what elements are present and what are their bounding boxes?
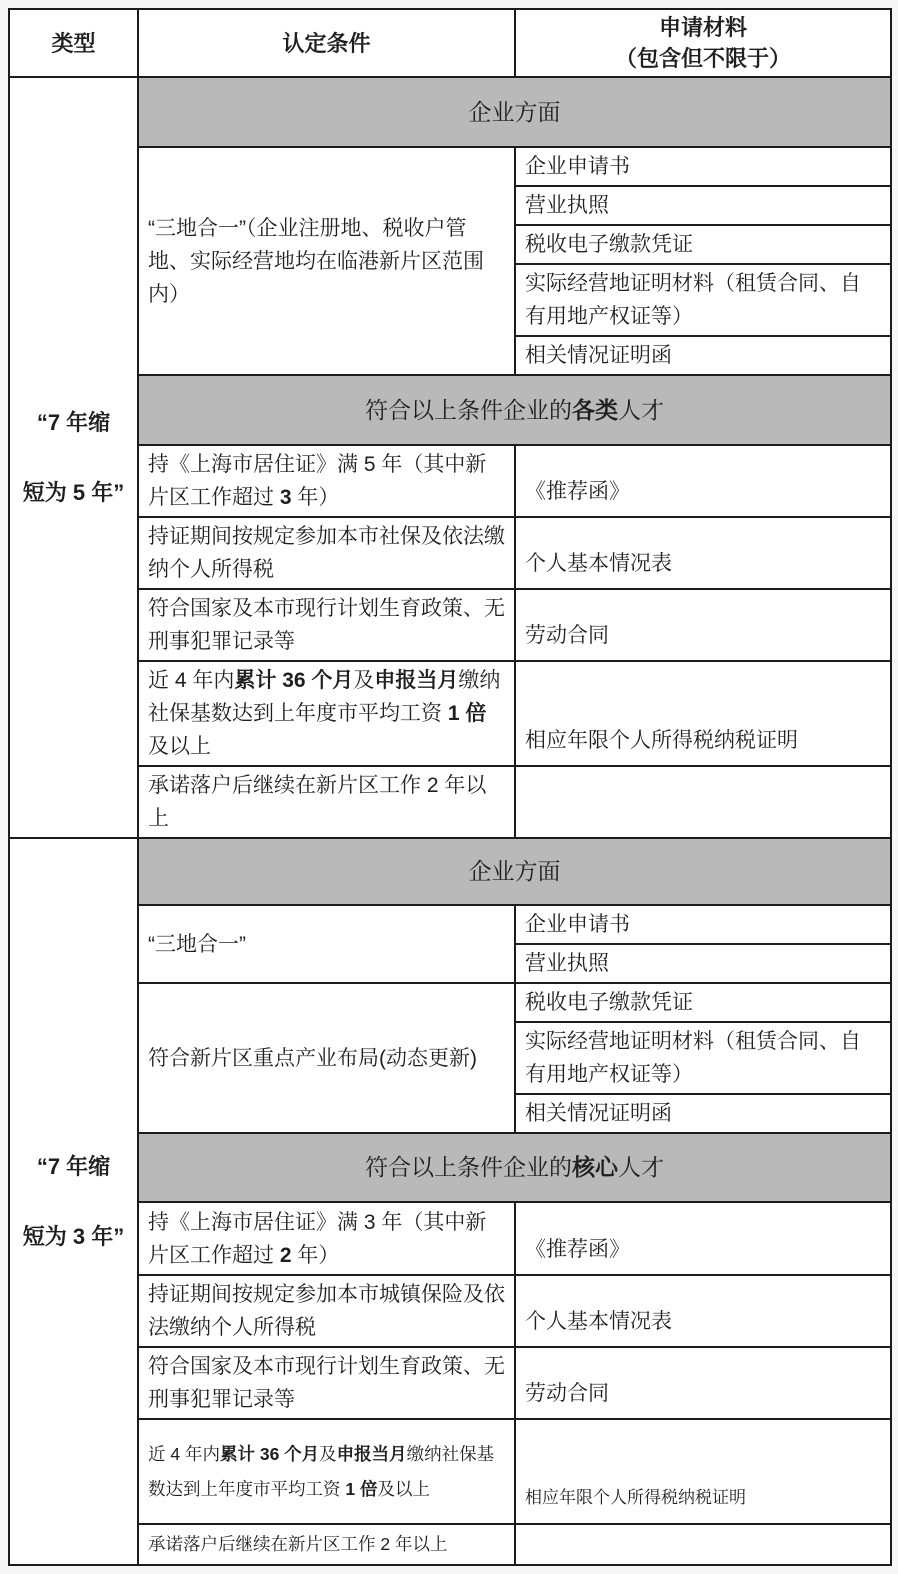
s2-talent-banner-row — [9, 1133, 891, 1202]
s2-company-material-cell: 营业执照 — [515, 944, 891, 983]
s1-material-cell: 相应年限个人所得税纳税证明 — [515, 661, 891, 766]
s2-material-cell: 《推荐函》 — [515, 1202, 891, 1275]
s1-talent-row — [9, 661, 891, 766]
s2-company-banner: 企业方面 — [138, 838, 891, 905]
header-materials-line1: 申请材料 — [658, 15, 747, 40]
s2-condition-cell: 符合国家及本市现行计划生育政策、无刑事犯罪记录等 — [138, 1347, 515, 1419]
s1-talent-banner-prefix: 符合以上条件企业的 — [365, 396, 572, 423]
s1-talent-row — [9, 589, 891, 661]
s1-company-row — [9, 147, 891, 186]
s1-type-label-line2: 短为 5 年” — [22, 479, 125, 505]
s1-talent-banner-bold: 各类 — [572, 396, 618, 423]
s1-material-cell: 《推荐函》 — [515, 445, 891, 517]
s2-company-row — [9, 983, 891, 1022]
s2-condition-cell: 承诺落户后继续在新片区工作 2 年以上 — [138, 1524, 515, 1565]
s2-company-row — [9, 905, 891, 944]
s2-talent-banner-bold: 核心 — [572, 1154, 618, 1180]
s1-condition-cell: 持证期间按规定参加本市社保及依法缴纳个人所得税 — [138, 517, 515, 589]
s2-type-label — [9, 838, 138, 1565]
s2-condition-cell: 持《上海市居住证》满 3 年（其中新片区工作超过 2 年） — [138, 1202, 515, 1275]
s2-talent-row — [9, 1275, 891, 1347]
s2-type-label-line1: “7 年缩 — [36, 1153, 111, 1179]
s2-company-material-cell: 企业申请书 — [515, 905, 891, 944]
s2-company-material-cell: 实际经营地证明材料（租赁合同、自有用地产权证等） — [515, 1022, 891, 1094]
header-materials-cell — [515, 9, 891, 77]
s1-talent-row — [9, 766, 891, 838]
s1-talent-banner — [138, 375, 891, 445]
s2-company-material-cell: 相关情况证明函 — [515, 1094, 891, 1133]
s2-talent-row — [9, 1347, 891, 1419]
s2-material-cell-empty — [515, 1524, 891, 1565]
s2-talent-banner — [138, 1133, 891, 1202]
s1-type-label — [9, 77, 138, 838]
s1-talent-row — [9, 517, 891, 589]
s2-company-condition-cell: 符合新片区重点产业布局(动态更新) — [138, 983, 515, 1133]
s2-talent-row — [9, 1419, 891, 1524]
s1-company-condition-cell: “三地合一”（企业注册地、税收户管地、实际经营地均在临港新片区范围内） — [138, 147, 515, 375]
s2-material-cell: 劳动合同 — [515, 1347, 891, 1419]
s1-company-banner: 企业方面 — [138, 77, 891, 147]
s2-condition-cell: 持证期间按规定参加本市城镇保险及依法缴纳个人所得税 — [138, 1275, 515, 1347]
s2-material-cell: 个人基本情况表 — [515, 1275, 891, 1347]
s1-condition-cell: 持《上海市居住证》满 5 年（其中新片区工作超过 3 年） — [138, 445, 515, 517]
s1-material-cell: 个人基本情况表 — [515, 517, 891, 589]
s1-company-material-cell: 实际经营地证明材料（租赁合同、自有用地产权证等） — [515, 264, 891, 336]
s2-talent-row — [9, 1524, 891, 1565]
s2-type-label-line2: 短为 3 年” — [22, 1223, 125, 1249]
s2-company-condition-cell: “三地合一” — [138, 905, 515, 983]
s2-condition-cell: 近 4 年内累计 36 个月及申报当月缴纳社保基数达到上年度市平均工资 1 倍及以上 — [138, 1419, 515, 1524]
s1-talent-banner-row — [9, 375, 891, 445]
policy-table — [8, 8, 892, 1566]
s2-company-material-cell: 税收电子缴款凭证 — [515, 983, 891, 1022]
header-materials-line2: （包含但不限于） — [614, 46, 791, 71]
s1-talent-banner-suffix: 人才 — [618, 396, 664, 423]
s1-talent-row — [9, 445, 891, 517]
s2-talent-banner-suffix: 人才 — [618, 1154, 664, 1180]
header-type-cell: 类型 — [9, 9, 138, 77]
s1-material-cell: 劳动合同 — [515, 589, 891, 661]
header-condition-cell: 认定条件 — [138, 9, 515, 77]
s1-condition-cell: 承诺落户后继续在新片区工作 2 年以上 — [138, 766, 515, 838]
s1-type-label-line1: “7 年缩 — [36, 409, 111, 435]
s1-material-cell-empty — [515, 766, 891, 838]
s2-talent-banner-prefix: 符合以上条件企业的 — [365, 1154, 572, 1180]
s1-condition-cell: 近 4 年内累计 36 个月及申报当月缴纳社保基数达到上年度市平均工资 1 倍及以上 — [138, 661, 515, 766]
s1-company-material-cell: 营业执照 — [515, 186, 891, 225]
s1-company-material-cell: 税收电子缴款凭证 — [515, 225, 891, 264]
s1-company-banner-row — [9, 77, 891, 147]
s1-company-material-cell: 企业申请书 — [515, 147, 891, 186]
s2-company-banner-row — [9, 838, 891, 905]
s1-condition-cell: 符合国家及本市现行计划生育政策、无刑事犯罪记录等 — [138, 589, 515, 661]
header-row — [9, 9, 891, 77]
s1-company-material-cell: 相关情况证明函 — [515, 336, 891, 375]
s2-material-cell: 相应年限个人所得税纳税证明 — [515, 1419, 891, 1524]
s2-talent-row — [9, 1202, 891, 1275]
